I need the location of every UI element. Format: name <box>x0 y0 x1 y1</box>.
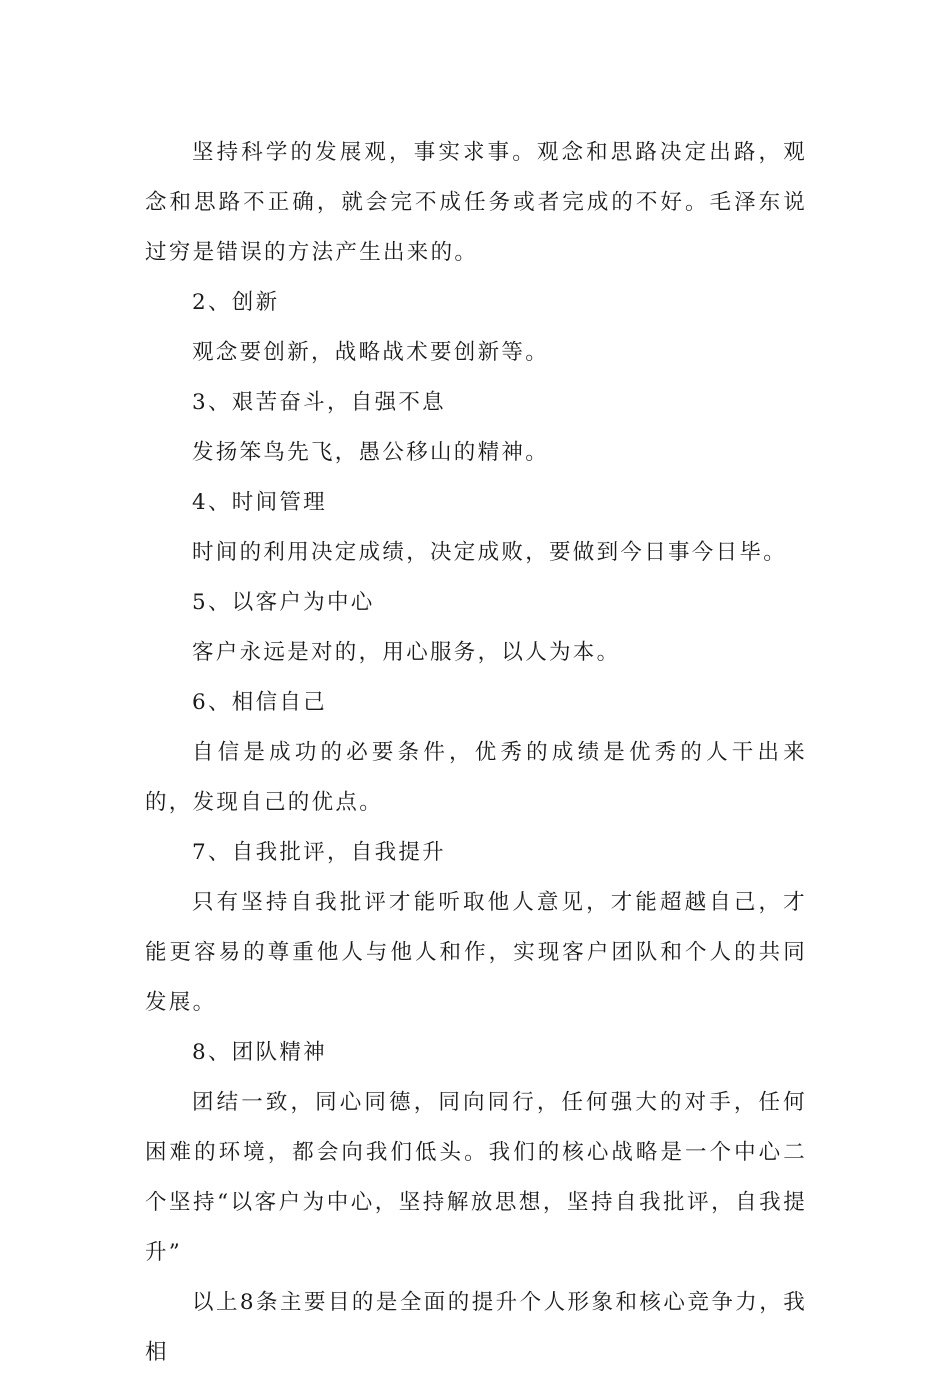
document-body <box>145 128 807 1378</box>
paragraph-innovation: 观念要创新，战略战术要创新等。 <box>192 340 550 365</box>
paragraph-time-management: 时间的利用决定成绩，决定成败，要做到今日事今日毕。 <box>192 540 788 565</box>
heading-hard-work: 3、艰苦奋斗，自强不息 <box>192 390 446 415</box>
heading-self-confidence: 6、相信自己 <box>192 690 327 715</box>
paragraph-self-confidence: 自信是成功的必要条件，优秀的成绩是优秀的人干出来的，发现自己的优点。 <box>145 740 807 815</box>
paragraph-summary: 以上8条主要目的是全面的提升个人形象和核心竞争力，我相 <box>145 1290 807 1365</box>
paragraph-hard-work: 发扬笨鸟先飞，愚公移山的精神。 <box>192 440 550 465</box>
heading-self-criticism: 7、自我批评，自我提升 <box>192 840 446 865</box>
heading-innovation: 2、创新 <box>192 290 280 315</box>
heading-customer-centric: 5、以客户为中心 <box>192 590 375 615</box>
heading-team-spirit: 8、团队精神 <box>192 1040 327 1065</box>
paragraph-self-criticism: 只有坚持自我批评才能听取他人意见，才能超越自己，才能更容易的尊重他人与他人和作，实现客户团队和个人的共同发展。 <box>145 890 807 1015</box>
paragraph-scientific-development: 坚持科学的发展观，事实求事。观念和思路决定出路，观念和思路不正确，就会完不成任务或者完成的不好。毛泽东说过穷是错误的方法产生出来的。 <box>145 140 807 265</box>
paragraph-customer-centric: 客户永远是对的，用心服务，以人为本。 <box>192 640 621 665</box>
paragraph-team-spirit: 团结一致，同心同德，同向同行，任何强大的对手，任何困难的环境，都会向我们低头。我们的核心战略是一个中心二个坚持“以客户为中心，坚持解放思想，坚持自我批评，自我提升” <box>145 1090 807 1265</box>
heading-time-management: 4、时间管理 <box>192 490 327 515</box>
